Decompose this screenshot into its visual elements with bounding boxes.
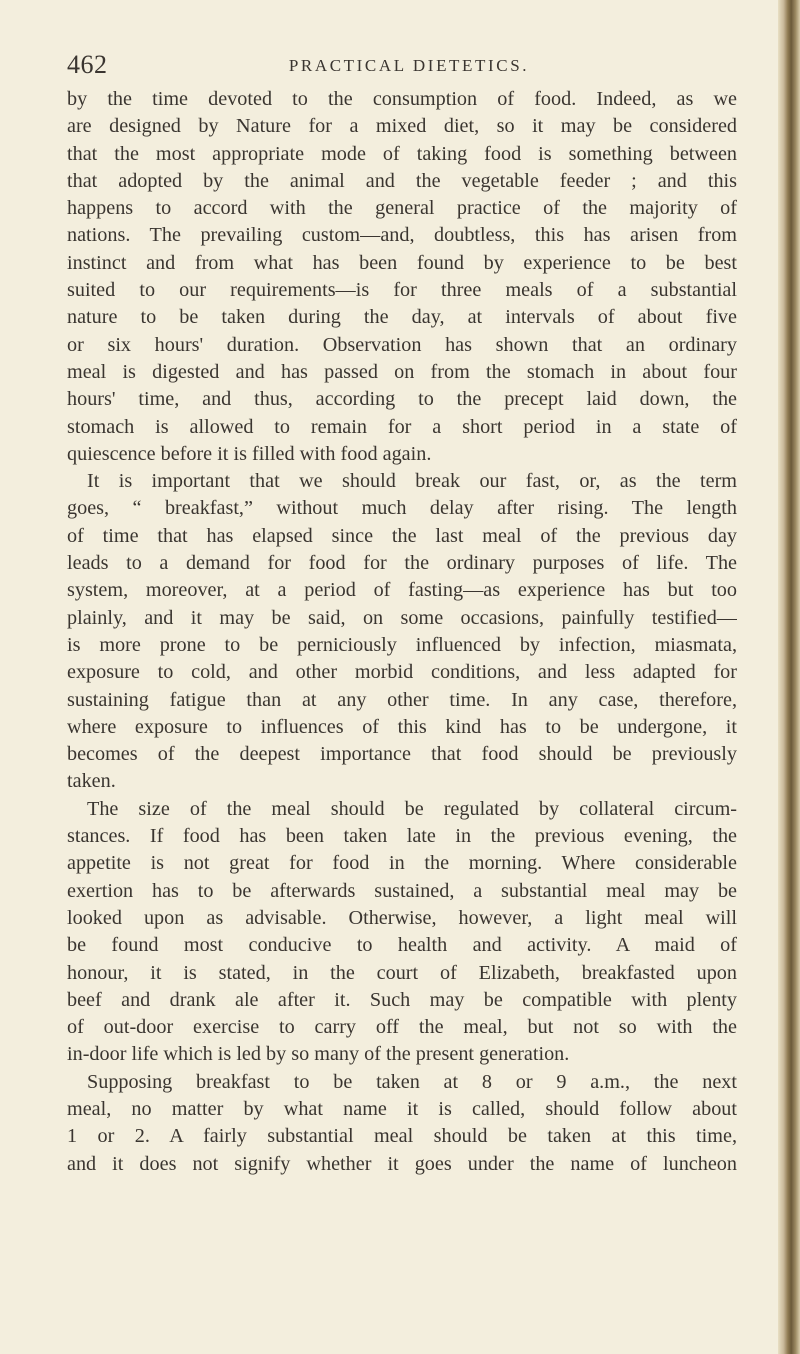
text-line: looked upon as advisable. Otherwise, however, a light meal will: [67, 906, 737, 929]
text-line: system, moreover, at a period of fasting—as experience has but too: [67, 579, 737, 602]
page-edge-shadow: [778, 0, 800, 1354]
text-line: nations. The prevailing custom—and, doubtless, this has arisen from: [67, 224, 737, 247]
text-line: are designed by Nature for a mixed diet, so it may be considered: [67, 115, 737, 138]
paragraph-end-line: taken.: [67, 770, 116, 793]
paragraph-end-line: in-door life which is led by so many of the present generation.: [67, 1043, 570, 1066]
running-head: [67, 50, 751, 90]
text-line: exertion has to be afterwards sustained, a substantial meal may be: [67, 879, 737, 902]
text-line: 1 or 2. A fairly substantial meal should be taken at this time,: [67, 1125, 737, 1148]
text-line: by the time devoted to the consumption of food. Indeed, as we: [67, 88, 737, 110]
text-line: suited to our requirements—is for three meals of a substantial: [67, 279, 737, 302]
text-line: happens to accord with the general practice of the majority of: [67, 197, 737, 220]
paragraph-start-line: It is important that we should break our fast, or, as the term: [87, 470, 737, 493]
text-line: goes, “ breakfast,” without much delay after rising. The length: [67, 497, 737, 520]
paragraph-start-line: Supposing breakfast to be taken at 8 or 9 a.m., the next: [87, 1070, 737, 1093]
paragraph-start-line: The size of the meal should be regulated by collateral circum-: [87, 797, 737, 820]
text-line: be found most conducive to health and activity. A maid of: [67, 934, 737, 957]
text-line: stances. If food has been taken late in the previous evening, the: [67, 825, 737, 848]
text-line: appetite is not great for food in the morning. Where considerable: [67, 852, 737, 875]
text-line: of time that has elapsed since the last meal of the previous day: [67, 524, 737, 547]
text-line: instinct and from what has been found by experience to be best: [67, 251, 737, 274]
text-line: nature to be taken during the day, at intervals of about five: [67, 306, 737, 329]
running-title: PRACTICAL DIETETICS.: [288, 56, 530, 75]
page-number: 462: [67, 50, 108, 79]
text-line: becomes of the deepest importance that food should be previously: [67, 743, 737, 766]
text-line: stomach is allowed to remain for a short period in a state of: [67, 415, 737, 438]
text-line: plainly, and it may be said, on some occasions, painfully testified—: [67, 606, 737, 629]
text-line: and it does not signify whether it goes under the name of luncheon: [67, 1152, 737, 1175]
text-line: beef and drank ale after it. Such may be compatible with plenty: [67, 988, 737, 1011]
paragraph-end-line: quiescence before it is filled with food again.: [67, 442, 432, 465]
text-line: honour, it is stated, in the court of Elizabeth, breakfasted upon: [67, 961, 737, 984]
text-line: exposure to cold, and other morbid conditions, and less adapted for: [67, 661, 737, 684]
text-line: sustaining fatigue than at any other time. In any case, therefore,: [67, 688, 737, 711]
text-line: that adopted by the animal and the vegetable feeder ; and this: [67, 169, 737, 192]
text-line: or six hours' duration. Observation has shown that an ordinary: [67, 333, 737, 356]
text-line: that the most appropriate mode of taking food is something between: [67, 142, 737, 165]
text-line: where exposure to influences of this kind has to be undergone, it: [67, 715, 737, 738]
text-line: meal is digested and has passed on from the stomach in about four: [67, 360, 737, 383]
text-line: leads to a demand for food for the ordinary purposes of life. The: [67, 552, 737, 575]
text-line: of out-door exercise to carry off the meal, but not so with the: [67, 1016, 737, 1039]
text-line: meal, no matter by what name it is called, should follow about: [67, 1097, 737, 1120]
text-line: hours' time, and thus, according to the precept laid down, the: [67, 388, 737, 411]
text-line: is more prone to be perniciously influenced by infection, miasmata,: [67, 633, 737, 656]
body-text: [67, 86, 737, 1178]
